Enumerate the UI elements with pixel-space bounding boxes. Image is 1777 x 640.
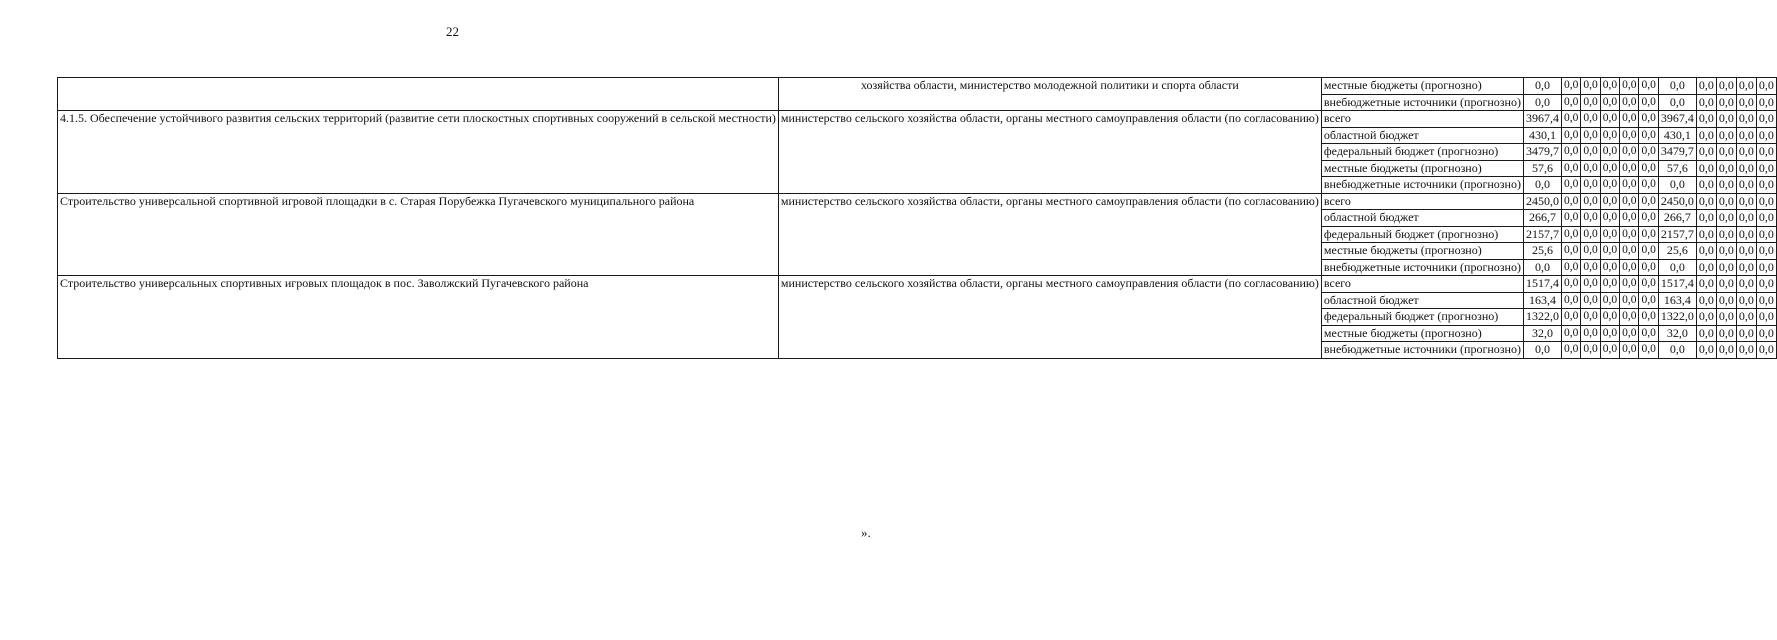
amount-cell: 0,0: [1756, 325, 1776, 342]
amount-cell: 0,0: [1736, 226, 1756, 243]
amount-cell: 2450,0: [1658, 193, 1696, 210]
amount-cell: 0,0: [1756, 226, 1776, 243]
amount-cell: 0,0: [1756, 243, 1776, 260]
table-row: [58, 78, 1777, 95]
amount-cell: 0,0: [1756, 144, 1776, 161]
funding-source: внебюджетные источники (прогнозно): [1321, 94, 1523, 111]
amount-cell: 0,0: [1756, 177, 1776, 194]
amount-cell: 0,0: [1736, 325, 1756, 342]
amount-cell: 0,0: [1620, 259, 1639, 276]
funding-source: областной бюджет: [1321, 210, 1523, 227]
amount-cell: 0,0: [1600, 243, 1619, 260]
funding-source: местные бюджеты (прогнозно): [1321, 78, 1523, 95]
amount-cell: 0,0: [1716, 177, 1736, 194]
amount-cell: 0,0: [1620, 160, 1639, 177]
amount-cell: 430,1: [1658, 127, 1696, 144]
amount-cell: 0,0: [1600, 111, 1619, 128]
funding-source: федеральный бюджет (прогнозно): [1321, 144, 1523, 161]
amount-cell: 0,0: [1561, 144, 1580, 161]
table-row: [58, 276, 1777, 293]
amount-cell: 0,0: [1600, 342, 1619, 359]
amount-cell: 0,0: [1756, 127, 1776, 144]
amount-cell: 163,4: [1523, 292, 1561, 309]
amount-cell: 0,0: [1581, 94, 1600, 111]
funding-source: областной бюджет: [1321, 127, 1523, 144]
amount-cell: 0,0: [1696, 292, 1716, 309]
amount-cell: 0,0: [1620, 94, 1639, 111]
amount-cell: 0,0: [1620, 111, 1639, 128]
amount-cell: 0,0: [1600, 325, 1619, 342]
amount-cell: 0,0: [1600, 259, 1619, 276]
amount-cell: 0,0: [1736, 144, 1756, 161]
table-row: [58, 193, 1777, 210]
amount-cell: 0,0: [1716, 276, 1736, 293]
amount-cell: 0,0: [1561, 325, 1580, 342]
amount-cell: 0,0: [1620, 193, 1639, 210]
amount-cell: 0,0: [1581, 144, 1600, 161]
amount-cell: 0,0: [1581, 193, 1600, 210]
executor-cell: министерство сельского хозяйства области, органы местного самоуправления области (по согласованию): [778, 193, 1321, 276]
amount-cell: 0,0: [1600, 160, 1619, 177]
amount-cell: 0,0: [1736, 177, 1756, 194]
amount-cell: 0,0: [1716, 193, 1736, 210]
amount-cell: 0,0: [1756, 292, 1776, 309]
funding-source: внебюджетные источники (прогнозно): [1321, 342, 1523, 359]
amount-cell: 25,6: [1658, 243, 1696, 260]
amount-cell: 0,0: [1561, 243, 1580, 260]
amount-cell: 0,0: [1523, 259, 1561, 276]
amount-cell: 0,0: [1600, 78, 1619, 95]
amount-cell: 0,0: [1736, 342, 1756, 359]
amount-cell: 0,0: [1581, 177, 1600, 194]
amount-cell: 0,0: [1600, 127, 1619, 144]
funding-source: всего: [1321, 193, 1523, 210]
amount-cell: 0,0: [1561, 210, 1580, 227]
amount-cell: 0,0: [1716, 226, 1736, 243]
activity-description: [58, 78, 779, 111]
amount-cell: 0,0: [1696, 226, 1716, 243]
amount-cell: 0,0: [1581, 325, 1600, 342]
amount-cell: 3967,4: [1658, 111, 1696, 128]
amount-cell: 0,0: [1696, 276, 1716, 293]
amount-cell: 0,0: [1561, 78, 1580, 95]
closing-quote: ».: [861, 525, 871, 540]
amount-cell: 0,0: [1756, 342, 1776, 359]
amount-cell: 0,0: [1561, 127, 1580, 144]
amount-cell: 0,0: [1716, 160, 1736, 177]
amount-cell: 0,0: [1716, 309, 1736, 326]
activity-description: Строительство универсальной спортивной игровой площадки в с. Старая Порубежка Пугачевского муниципального района: [58, 193, 779, 276]
amount-cell: 0,0: [1523, 177, 1561, 194]
amount-cell: 0,0: [1620, 243, 1639, 260]
amount-cell: 0,0: [1716, 127, 1736, 144]
amount-cell: 0,0: [1658, 94, 1696, 111]
amount-cell: 0,0: [1639, 177, 1658, 194]
amount-cell: 0,0: [1561, 94, 1580, 111]
page-number: 22: [446, 24, 459, 39]
amount-cell: 163,4: [1658, 292, 1696, 309]
amount-cell: 0,0: [1696, 111, 1716, 128]
amount-cell: 0,0: [1716, 342, 1736, 359]
amount-cell: 0,0: [1639, 94, 1658, 111]
amount-cell: 0,0: [1561, 342, 1580, 359]
amount-cell: 0,0: [1581, 292, 1600, 309]
amount-cell: 0,0: [1620, 210, 1639, 227]
activity-description: Строительство универсальных спортивных игровых площадок в пос. Заволжский Пугачевского района: [58, 276, 779, 359]
amount-cell: 0,0: [1716, 210, 1736, 227]
funding-source: местные бюджеты (прогнозно): [1321, 243, 1523, 260]
amount-cell: 430,1: [1523, 127, 1561, 144]
amount-cell: 0,0: [1639, 259, 1658, 276]
amount-cell: 0,0: [1716, 292, 1736, 309]
amount-cell: 0,0: [1581, 160, 1600, 177]
amount-cell: 0,0: [1736, 193, 1756, 210]
amount-cell: 0,0: [1600, 193, 1619, 210]
amount-cell: 0,0: [1639, 127, 1658, 144]
amount-cell: 0,0: [1716, 243, 1736, 260]
amount-cell: 0,0: [1736, 292, 1756, 309]
amount-cell: 266,7: [1658, 210, 1696, 227]
amount-cell: 0,0: [1756, 259, 1776, 276]
amount-cell: 0,0: [1561, 160, 1580, 177]
amount-cell: 0,0: [1639, 243, 1658, 260]
amount-cell: 0,0: [1716, 325, 1736, 342]
amount-cell: 0,0: [1581, 111, 1600, 128]
executor-cell: министерство сельского хозяйства области, органы местного самоуправления области (по согласованию): [778, 276, 1321, 359]
amount-cell: 0,0: [1600, 309, 1619, 326]
amount-cell: 0,0: [1736, 78, 1756, 95]
amount-cell: 0,0: [1639, 325, 1658, 342]
amount-cell: 57,6: [1658, 160, 1696, 177]
amount-cell: 0,0: [1696, 177, 1716, 194]
amount-cell: 25,6: [1523, 243, 1561, 260]
amount-cell: 0,0: [1561, 193, 1580, 210]
amount-cell: 1517,4: [1523, 276, 1561, 293]
amount-cell: 0,0: [1639, 292, 1658, 309]
amount-cell: 0,0: [1736, 210, 1756, 227]
amount-cell: 0,0: [1696, 127, 1716, 144]
amount-cell: 0,0: [1696, 94, 1716, 111]
amount-cell: 0,0: [1561, 259, 1580, 276]
funding-source: всего: [1321, 111, 1523, 128]
amount-cell: 0,0: [1716, 111, 1736, 128]
amount-cell: 0,0: [1639, 78, 1658, 95]
amount-cell: 0,0: [1620, 226, 1639, 243]
amount-cell: 0,0: [1756, 276, 1776, 293]
amount-cell: 0,0: [1736, 259, 1756, 276]
amount-cell: 0,0: [1620, 144, 1639, 161]
amount-cell: 0,0: [1639, 226, 1658, 243]
amount-cell: 1322,0: [1523, 309, 1561, 326]
activity-description: 4.1.5. Обеспечение устойчивого развития сельских территорий (развитие сети плоскостных спортивных сооружений в сельской местности): [58, 111, 779, 194]
amount-cell: 0,0: [1696, 144, 1716, 161]
amount-cell: 0,0: [1600, 226, 1619, 243]
amount-cell: 57,6: [1523, 160, 1561, 177]
executor-cell: хозяйства области, министерство молодежной политики и спорта области: [778, 78, 1321, 111]
executor-cell: министерство сельского хозяйства области, органы местного самоуправления области (по согласованию): [778, 111, 1321, 194]
amount-cell: 0,0: [1756, 193, 1776, 210]
amount-cell: 0,0: [1639, 160, 1658, 177]
amount-cell: 0,0: [1696, 259, 1716, 276]
amount-cell: 0,0: [1600, 210, 1619, 227]
amount-cell: 0,0: [1716, 259, 1736, 276]
amount-cell: 0,0: [1523, 78, 1561, 95]
amount-cell: 0,0: [1561, 226, 1580, 243]
amount-cell: 0,0: [1696, 309, 1716, 326]
amount-cell: 0,0: [1561, 276, 1580, 293]
amount-cell: 0,0: [1600, 292, 1619, 309]
amount-cell: 0,0: [1756, 309, 1776, 326]
amount-cell: 0,0: [1756, 78, 1776, 95]
amount-cell: 32,0: [1523, 325, 1561, 342]
amount-cell: 0,0: [1736, 243, 1756, 260]
amount-cell: 0,0: [1581, 243, 1600, 260]
amount-cell: 0,0: [1581, 210, 1600, 227]
amount-cell: 0,0: [1581, 78, 1600, 95]
amount-cell: 0,0: [1716, 78, 1736, 95]
amount-cell: 3479,7: [1523, 144, 1561, 161]
amount-cell: 0,0: [1620, 325, 1639, 342]
amount-cell: 0,0: [1620, 292, 1639, 309]
amount-cell: 0,0: [1736, 111, 1756, 128]
amount-cell: 0,0: [1581, 226, 1600, 243]
amount-cell: 0,0: [1639, 210, 1658, 227]
amount-cell: 0,0: [1620, 276, 1639, 293]
amount-cell: 0,0: [1523, 342, 1561, 359]
amount-cell: 0,0: [1756, 111, 1776, 128]
funding-source: областной бюджет: [1321, 292, 1523, 309]
amount-cell: 2450,0: [1523, 193, 1561, 210]
amount-cell: 2157,7: [1658, 226, 1696, 243]
amount-cell: 0,0: [1639, 111, 1658, 128]
amount-cell: 3479,7: [1658, 144, 1696, 161]
amount-cell: 0,0: [1736, 160, 1756, 177]
amount-cell: 0,0: [1620, 127, 1639, 144]
amount-cell: 3967,4: [1523, 111, 1561, 128]
funding-source: федеральный бюджет (прогнозно): [1321, 309, 1523, 326]
funding-source: внебюджетные источники (прогнозно): [1321, 177, 1523, 194]
amount-cell: 0,0: [1756, 160, 1776, 177]
amount-cell: 0,0: [1696, 210, 1716, 227]
amount-cell: 0,0: [1639, 193, 1658, 210]
amount-cell: 32,0: [1658, 325, 1696, 342]
budget-table: [57, 77, 1777, 359]
amount-cell: 0,0: [1639, 276, 1658, 293]
amount-cell: 0,0: [1600, 177, 1619, 194]
amount-cell: 0,0: [1756, 210, 1776, 227]
amount-cell: 0,0: [1658, 177, 1696, 194]
amount-cell: 0,0: [1696, 160, 1716, 177]
amount-cell: 0,0: [1696, 325, 1716, 342]
amount-cell: 0,0: [1581, 127, 1600, 144]
amount-cell: 0,0: [1696, 342, 1716, 359]
amount-cell: 0,0: [1736, 127, 1756, 144]
amount-cell: 0,0: [1696, 193, 1716, 210]
amount-cell: 0,0: [1658, 342, 1696, 359]
amount-cell: 0,0: [1581, 276, 1600, 293]
amount-cell: 266,7: [1523, 210, 1561, 227]
amount-cell: 2157,7: [1523, 226, 1561, 243]
amount-cell: 0,0: [1736, 94, 1756, 111]
amount-cell: 0,0: [1561, 177, 1580, 194]
funding-source: внебюджетные источники (прогнозно): [1321, 259, 1523, 276]
amount-cell: 0,0: [1716, 94, 1736, 111]
funding-source: местные бюджеты (прогнозно): [1321, 325, 1523, 342]
funding-source: местные бюджеты (прогнозно): [1321, 160, 1523, 177]
amount-cell: 1517,4: [1658, 276, 1696, 293]
amount-cell: 0,0: [1658, 78, 1696, 95]
amount-cell: 0,0: [1581, 259, 1600, 276]
amount-cell: 0,0: [1620, 342, 1639, 359]
funding-source: всего: [1321, 276, 1523, 293]
amount-cell: 0,0: [1658, 259, 1696, 276]
table-row: [58, 111, 1777, 128]
amount-cell: 0,0: [1620, 309, 1639, 326]
amount-cell: 0,0: [1600, 144, 1619, 161]
amount-cell: 0,0: [1696, 78, 1716, 95]
amount-cell: 0,0: [1561, 111, 1580, 128]
amount-cell: 0,0: [1696, 243, 1716, 260]
amount-cell: 0,0: [1639, 342, 1658, 359]
amount-cell: 0,0: [1639, 144, 1658, 161]
funding-source: федеральный бюджет (прогнозно): [1321, 226, 1523, 243]
amount-cell: 0,0: [1561, 309, 1580, 326]
amount-cell: 0,0: [1523, 94, 1561, 111]
amount-cell: 0,0: [1561, 292, 1580, 309]
amount-cell: 0,0: [1639, 309, 1658, 326]
amount-cell: 0,0: [1736, 276, 1756, 293]
amount-cell: 1322,0: [1658, 309, 1696, 326]
amount-cell: 0,0: [1600, 94, 1619, 111]
amount-cell: 0,0: [1620, 177, 1639, 194]
amount-cell: 0,0: [1736, 309, 1756, 326]
amount-cell: 0,0: [1581, 342, 1600, 359]
amount-cell: 0,0: [1756, 94, 1776, 111]
amount-cell: 0,0: [1600, 276, 1619, 293]
amount-cell: 0,0: [1581, 309, 1600, 326]
amount-cell: 0,0: [1620, 78, 1639, 95]
amount-cell: 0,0: [1716, 144, 1736, 161]
